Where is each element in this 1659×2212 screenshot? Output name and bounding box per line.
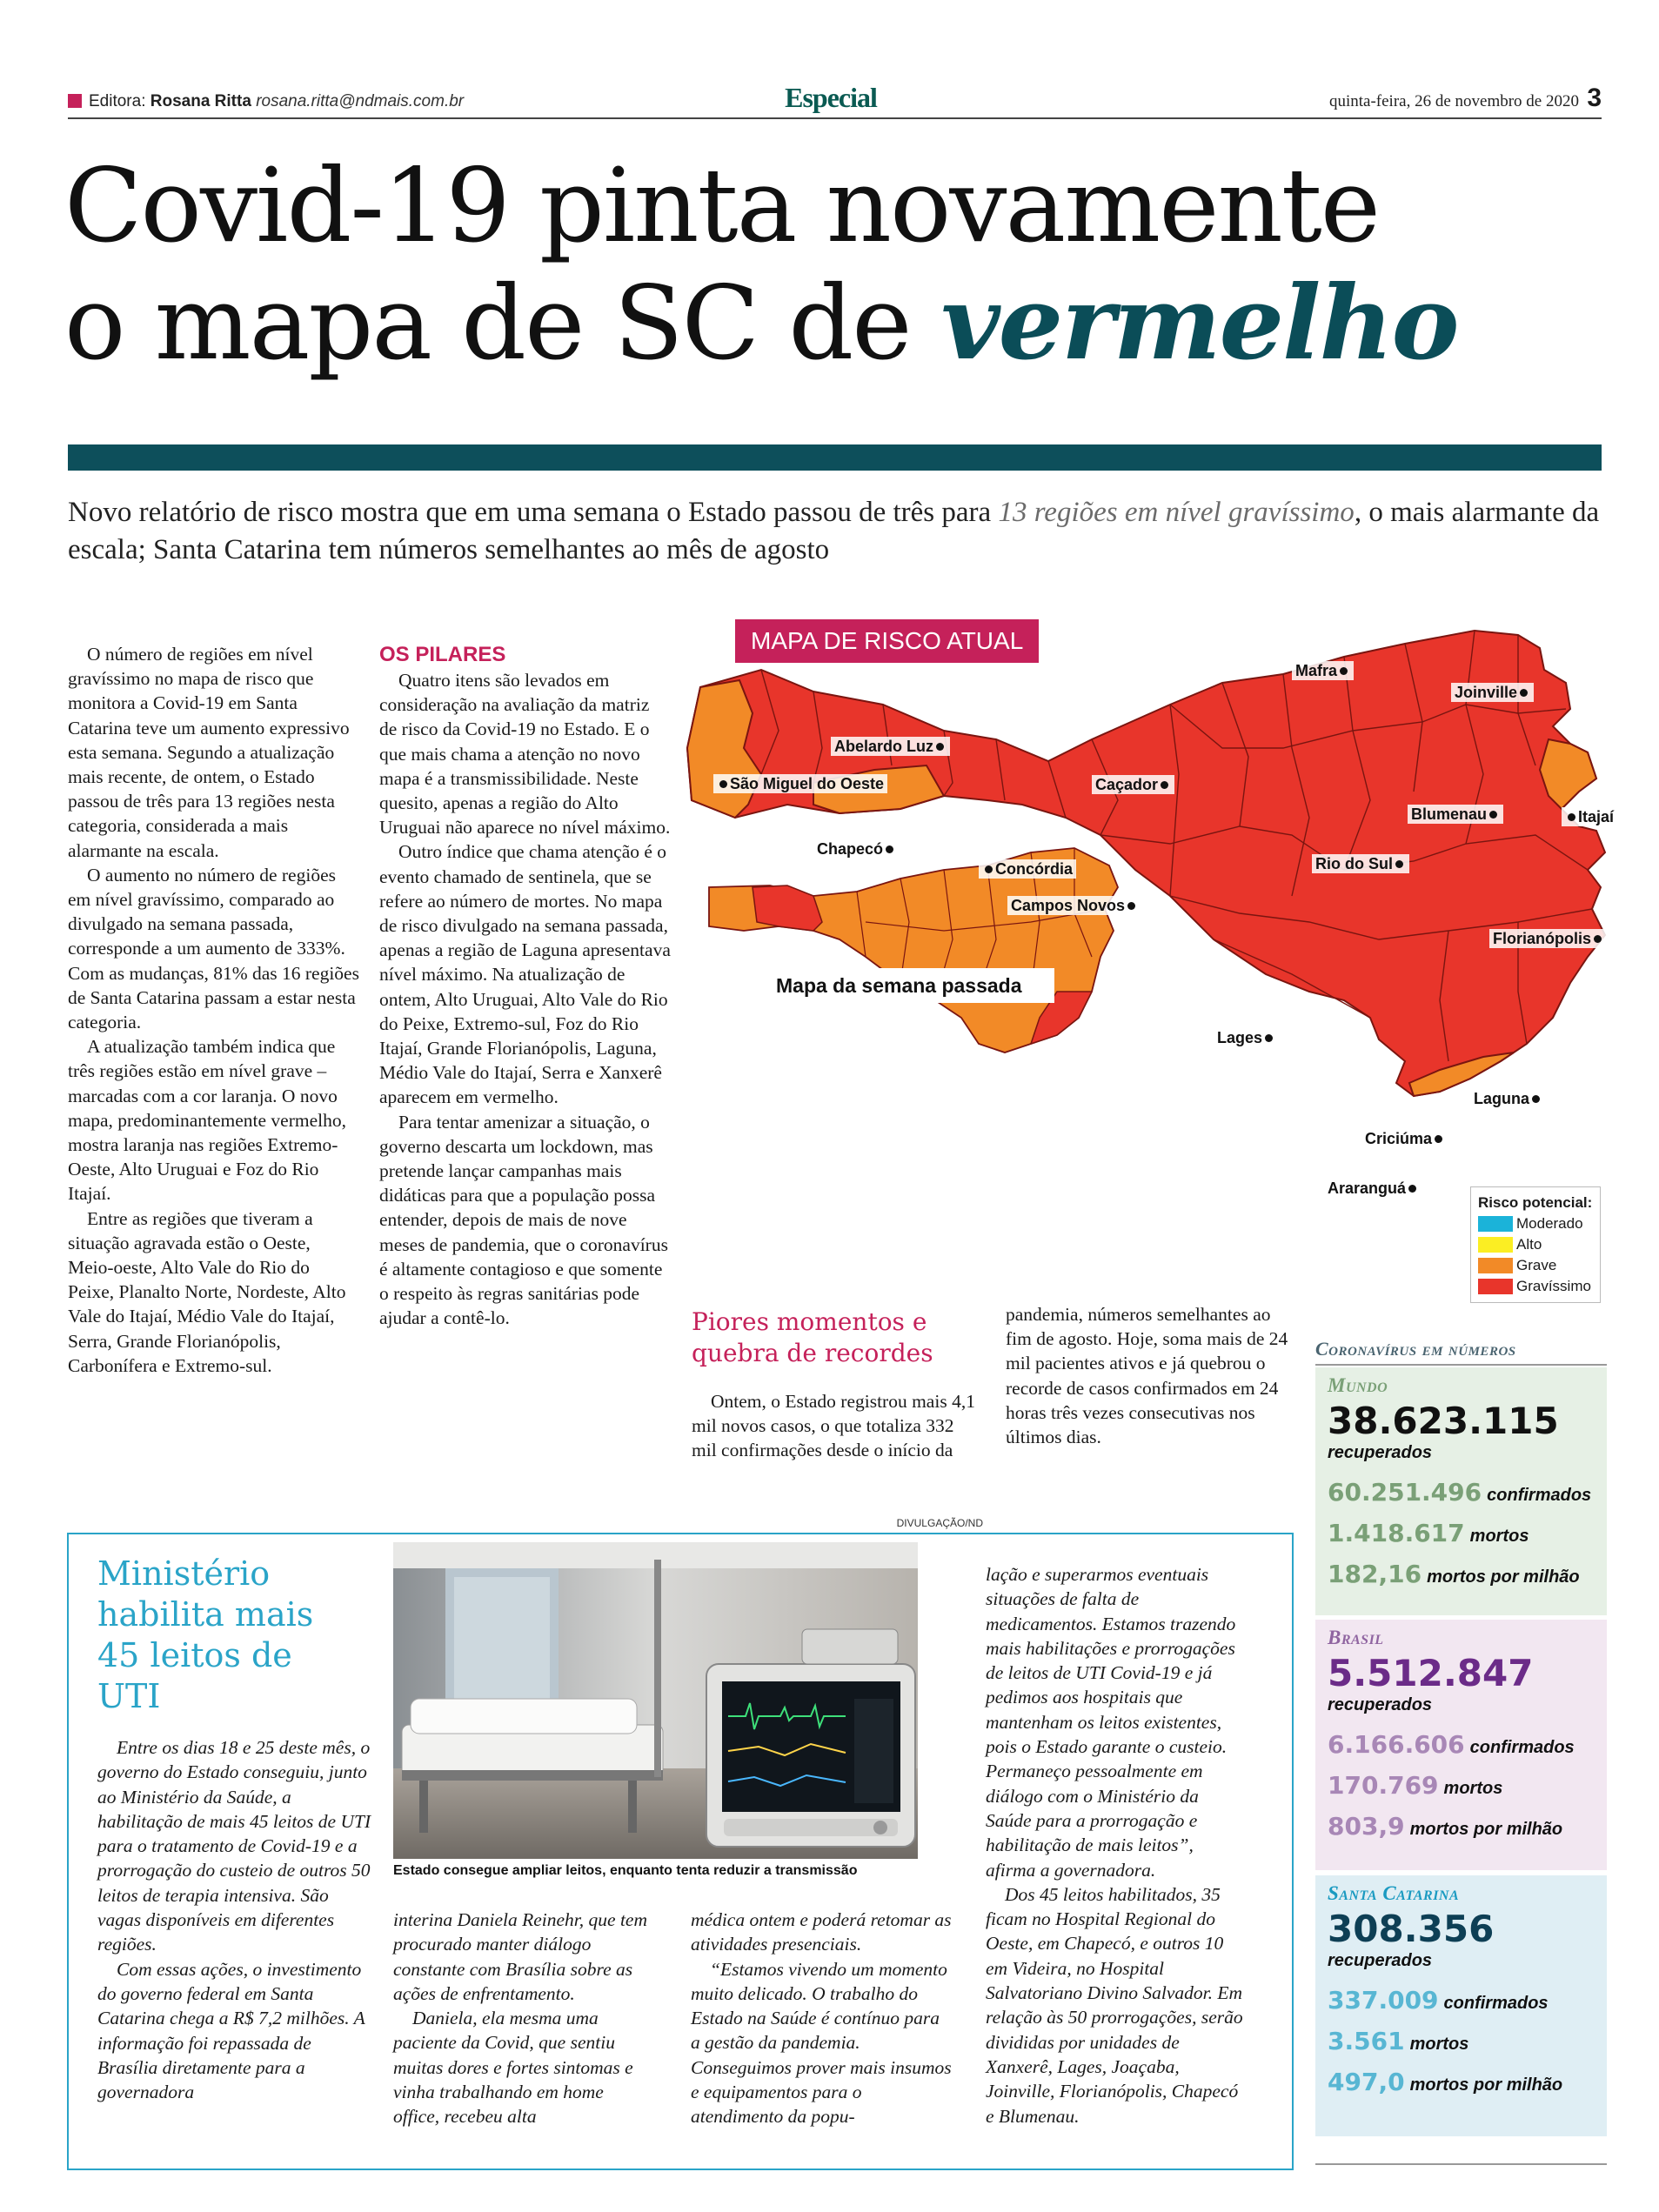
stats-mundo — [1315, 1367, 1607, 1615]
legend-swatch — [1478, 1258, 1513, 1273]
stats-number: 1.418.617 — [1328, 1519, 1465, 1547]
covid-numbers-rule — [1315, 1364, 1607, 1366]
stats-number: 170.769 — [1328, 1771, 1439, 1800]
city-label: Joinville — [1455, 684, 1518, 701]
headline-line2: o mapa de SC de — [64, 264, 941, 383]
stats-row-por-milhao — [1328, 1811, 1595, 1847]
uti-column-2 — [393, 1908, 649, 2129]
city-label: Caçador — [1095, 776, 1159, 793]
stats-santa-catarina — [1315, 1875, 1607, 2136]
legend-label: Grave — [1516, 1257, 1557, 1273]
photo-credit: DIVULGAÇÃO/ND — [896, 1517, 983, 1529]
stats-number: 60.251.496 — [1328, 1478, 1482, 1507]
city-campos-novos — [1007, 896, 1141, 915]
city-label: Chapecó — [817, 840, 884, 858]
paragraph: Entre os dias 18 e 25 deste mês, o governo do Estado conseguiu, junto ao Ministério da Saúde, a habilitação de mais 45 leitos de UTI para o tratamento de Covid-19 e a prorrogação do custeio de outros 50 leitos de terapia intensiva. São vagas disponíveis em diferentes regiões. — [97, 1737, 371, 1955]
city-mafra — [1292, 661, 1354, 680]
legend-title: Risco potencial: — [1478, 1194, 1593, 1211]
stats-region-name: Mundo — [1328, 1374, 1388, 1396]
stats-label: mortos — [1469, 1527, 1529, 1546]
uti-column-3 — [691, 1908, 952, 2129]
stats-number: 337.009 — [1328, 1986, 1439, 2015]
stats-row-por-milhao — [1328, 2067, 1595, 2102]
city-dot-icon — [1127, 902, 1135, 910]
paragraph: médica ontem e poderá retomar as atividades presenciais. — [691, 1909, 952, 1955]
city-sao-miguel-do-oeste — [713, 774, 887, 793]
uti-title: Ministério habilita mais 45 leitos de UTI — [97, 1554, 314, 1715]
city-ararangua — [1324, 1179, 1422, 1198]
city-label: Araranguá — [1328, 1180, 1407, 1197]
paragraph: Com essas ações, o investimento do governo federal em Santa Catarina chega a R$ 7,2 milhões. A informação foi repassada de Brasília diretamente para a governadora — [97, 1958, 365, 2103]
paragraph: O aumento no número de regiões em nível gravíssimo, comparado ao divulgado na semana passada, corresponde a um aumento de 333%. Com as mudanças, 81% das 16 regiões de Santa Catarina passam a estar nesta categoria. — [68, 864, 359, 1033]
stats-label: confirmados — [1443, 1994, 1549, 2013]
publication-date: quinta-feira, 26 de novembro de 2020 — [1328, 92, 1579, 110]
legend-label: Moderado — [1516, 1215, 1583, 1232]
city-joinville — [1451, 683, 1534, 702]
city-dot-icon — [1489, 811, 1497, 819]
city-label: Rio do Sul — [1315, 855, 1393, 872]
deck-part1: Novo relatório de risco mostra que em uma semana o Estado passou de três para — [68, 497, 999, 528]
city-dot-icon — [1532, 1095, 1540, 1103]
deck-subtitle — [68, 494, 1602, 569]
map-banner: MAPA DE RISCO ATUAL — [735, 619, 1039, 663]
legend-swatch — [1478, 1279, 1513, 1294]
legend-label: Alto — [1516, 1236, 1542, 1253]
stats-number: 803,9 — [1328, 1812, 1405, 1841]
stats-brasil — [1315, 1620, 1607, 1870]
stats-label: mortos por milhão — [1409, 1820, 1563, 1839]
city-label: Blumenau — [1411, 805, 1488, 823]
paragraph: Quatro itens são levados em consideração na avaliação da matriz de risco da Covid-19 no Estado. E o que mais chama a atenção no novo mapa é a transmissibilidade. Neste quesito, apenas a região do Alto Uruguai não aparece no nível máximo. — [379, 670, 671, 839]
paragraph: Dos 45 leitos habilitados, 35 ficam no Hospital Regional do Oeste, em Chapecó, e outros 10 em Videira, no Hospital Salvatoriano Divino Salvador. Em relação às 50 prorrogações, serão divididas por unidades de Xanxerê, Lages, Joaçaba, Joinville, Florianópolis, Chapecó e Blumenau. — [986, 1883, 1243, 2127]
city-lages — [1214, 1028, 1279, 1047]
stats-label: confirmados — [1469, 1738, 1575, 1757]
headline-line1: Covid-19 pinta novamente — [64, 146, 1380, 265]
stats-row-confirmados — [1328, 1729, 1595, 1765]
city-dot-icon — [936, 743, 944, 751]
header-rule — [68, 117, 1602, 119]
city-abelardo-luz — [831, 737, 950, 756]
city-label: Concórdia — [995, 860, 1074, 878]
city-chapeco — [813, 839, 900, 859]
city-concordia — [979, 859, 1076, 879]
paragraph: Para tentar amenizar a situação, o governo descarta um lockdown, mas pretende lançar campanhas mais didáticas para que a população possa entender, depois de mais de nove meses de pandemia, que o coronavírus é altamente contagioso e que somente o respeito às regras sanitárias pode ajudar a contê-lo. — [379, 1111, 668, 1329]
editor-credit — [68, 92, 464, 111]
city-laguna — [1470, 1089, 1546, 1108]
stats-row-confirmados — [1328, 1985, 1595, 2021]
icu-photo-illustration — [393, 1542, 918, 1859]
city-dot-icon — [1161, 781, 1168, 789]
stats-row-por-milhao — [1328, 1559, 1595, 1594]
city-dot-icon — [1395, 860, 1403, 868]
stats-recuperados: 5.512.847 — [1328, 1652, 1534, 1694]
city-label: Campos Novos — [1011, 897, 1126, 914]
city-dot-icon — [719, 780, 727, 788]
city-dot-icon — [985, 865, 993, 873]
deck-highlight: 13 regiões em nível gravíssimo — [998, 497, 1355, 528]
stats-label: mortos por milhão — [1409, 2075, 1563, 2095]
city-florianopolis — [1489, 929, 1608, 948]
paragraph: O número de regiões em nível gravíssimo no mapa de risco que monitora a Covid-19 em Santa Catarina teve um aumento expressivo esta semana. Segundo a atualização mais recente, de ontem, o Estado passou de três para 13 regiões nesta categoria, considerada a mais alarmante na escala. — [68, 644, 350, 861]
subhead-pilares: OS PILARES — [379, 643, 506, 666]
stats-row-confirmados — [1328, 1477, 1595, 1513]
paragraph: pandemia, números semelhantes ao fim de agosto. Hoje, soma mais de 24 mil pacientes ativos e já quebrou o recorde de casos confirmados em 24 horas três vezes consecutivas nos últimos dias. — [1006, 1304, 1288, 1448]
photo-caption: Estado consegue ampliar leitos, enquanto tenta reduzir a transmissão — [393, 1863, 858, 1878]
headline-bar — [68, 444, 1602, 471]
map-legend — [1470, 1186, 1601, 1303]
city-dot-icon — [1435, 1135, 1442, 1143]
paragraph: Ontem, o Estado registrou mais 4,1 mil novos casos, o que totaliza 332 mil confirmações desde o início da — [692, 1391, 975, 1461]
legend-item-gravissimo — [1478, 1276, 1593, 1297]
paragraph: “Estamos vivendo um momento muito delicado. O trabalho do Estado na Saúde é contínuo para a gestão da pandemia. Conseguimos prover mais insumos e equipamentos para o atendimento da popu- — [691, 1958, 952, 2128]
legend-label: Gravíssimo — [1516, 1278, 1591, 1294]
article-column-4 — [1006, 1302, 1297, 1449]
article-column-2 — [379, 642, 672, 1330]
stats-region-name: Santa Catarina — [1328, 1882, 1460, 1904]
deck-part2: , o mais alarmante da escala; Santa Catarina tem números semelhantes ao mês de agosto — [68, 497, 1600, 565]
city-dot-icon — [886, 845, 893, 853]
stats-row-mortos — [1328, 2026, 1595, 2062]
legend-item-alto — [1478, 1234, 1593, 1255]
city-label: Laguna — [1474, 1090, 1530, 1107]
stats-label: confirmados — [1487, 1486, 1592, 1505]
paragraph: Daniela, ela mesma uma paciente da Covid, que sentiu muitas dores e fortes sintomas e vinha trabalhando em home office, recebeu alta — [393, 2008, 633, 2128]
paragraph: lação e superarmos eventuais situações de falta de medicamentos. Estamos trazendo mais habilitações e prorrogações de leitos de UTI Covid-19 e já pedimos aos hospitais que mantenham os leitos existentes, pois o Estado garante o custeio. Permaneço pessoalmente em diálogo com o Ministério da Saúde para a prorrogação e habilitação de mais leitos”, afirma a governadora. — [986, 1564, 1236, 1881]
city-dot-icon — [1520, 689, 1528, 697]
article-column-1 — [68, 642, 360, 1378]
legend-item-grave — [1478, 1255, 1593, 1276]
legend-swatch — [1478, 1216, 1513, 1232]
headline-highlight: vermelho — [940, 263, 1458, 383]
stats-recuperados: 38.623.115 — [1328, 1400, 1559, 1442]
stats-label: mortos — [1443, 1779, 1503, 1798]
city-dot-icon — [1265, 1034, 1273, 1042]
stats-label: mortos — [1409, 2035, 1469, 2054]
city-dot-icon — [1340, 667, 1348, 675]
stats-label: recuperados — [1328, 1443, 1433, 1462]
covid-numbers-bottom-rule — [1315, 2163, 1607, 2165]
city-label: Florianópolis — [1493, 930, 1592, 947]
editor-email[interactable]: rosana.ritta@ndmais.com.br — [256, 92, 465, 110]
stats-number: 497,0 — [1328, 2068, 1405, 2096]
article-column-3 — [692, 1389, 983, 1463]
stats-label: recuperados — [1328, 1695, 1433, 1714]
uti-column-4 — [986, 1562, 1247, 2128]
stats-row-mortos — [1328, 1518, 1595, 1554]
stats-number: 182,16 — [1328, 1560, 1422, 1588]
stats-number: 6.166.606 — [1328, 1730, 1465, 1759]
city-label: Criciúma — [1365, 1130, 1433, 1147]
city-dot-icon — [1408, 1185, 1416, 1193]
stats-number: 3.561 — [1328, 2027, 1405, 2055]
city-blumenau — [1408, 805, 1503, 824]
headline — [64, 148, 1613, 382]
subhead-piores-momentos: Piores momentos e quebra de recordes — [692, 1307, 933, 1367]
paragraph: Entre as regiões que tiveram a situação agravada estão o Oeste, Meio-oeste, Alto Vale do Rio do Peixe, Planalto Norte, Nordeste, Alto Vale do Itajaí, Médio Vale do Itajaí, Serra, Grande Florianópolis, Carbonífera e Extremo-sul. — [68, 1207, 346, 1376]
city-dot-icon — [1594, 935, 1602, 943]
city-label: Abelardo Luz — [834, 738, 934, 755]
editor-name: Rosana Ritta — [150, 92, 251, 110]
paragraph: interina Daniela Reinehr, que tem procurado manter diálogo constante com Brasília sobre as ações de enfrentamento. — [393, 1909, 647, 2004]
paragraph: Outro índice que chama atenção é o evento chamado de sentinela, que se refere ao número de mortes. No mapa de risco divulgado na semana passada, apenas a região de Laguna apresentava nível máximo. Na atualização de ontem, Alto Uruguai, Alto Vale do Rio do Peixe, Extremo-sul, Foz do Rio Itajaí, Grande Florianópolis, Laguna, Médio Vale do Itajaí, Serra e Xanxerê aparecem em vermelho. — [379, 841, 671, 1108]
editor-label: Editora: — [89, 92, 146, 110]
stats-recuperados: 308.356 — [1328, 1908, 1495, 1950]
city-label: São Miguel do Oeste — [730, 775, 885, 792]
legend-swatch — [1478, 1237, 1513, 1253]
legend-item-moderado — [1478, 1213, 1593, 1234]
city-label: Lages — [1217, 1029, 1263, 1046]
page-number: 3 — [1587, 84, 1602, 112]
paragraph: A atualização também indica que três regiões estão em nível grave – marcadas com a cor laranja. O novo mapa, predominantemente vermelho, mostra laranja nas regiões Extremo-Oeste, Alto Uruguai e Foz do Rio Itajaí. — [68, 1036, 346, 1205]
section-marker-icon — [68, 94, 82, 108]
city-dot-icon — [1568, 813, 1575, 821]
uti-column-1 — [97, 1735, 376, 2104]
icu-photo — [393, 1542, 918, 1859]
section-name: Especial — [785, 82, 877, 113]
city-rio-do-sul — [1312, 854, 1409, 873]
city-itajai — [1562, 807, 1617, 826]
stats-row-mortos — [1328, 1770, 1595, 1806]
previous-week-label: Mapa da semana passada — [759, 968, 1054, 1003]
city-criciuma — [1361, 1129, 1448, 1148]
covid-numbers-title: Coronavírus em números — [1315, 1338, 1516, 1360]
stats-region-name: Brasil — [1328, 1627, 1384, 1648]
city-cacador — [1092, 775, 1174, 794]
city-label: Itajaí — [1578, 808, 1615, 825]
stats-label: mortos por milhão — [1427, 1567, 1580, 1587]
city-label: Mafra — [1295, 662, 1338, 679]
stats-label: recuperados — [1328, 1951, 1433, 1970]
